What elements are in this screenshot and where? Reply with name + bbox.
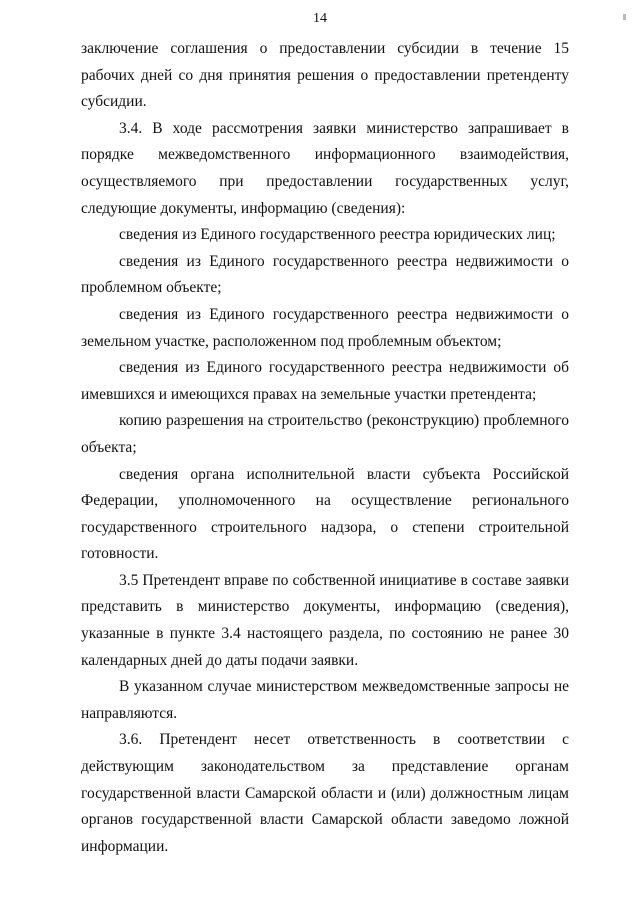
paragraph-3-5: 3.5 Претендент вправе по собственной инициативе в составе заявки представить в министерство документы, информацию (сведения), указанные в пункте 3.4 настоящего раздела, по состоянию не ранее 30 календарных дней до даты подачи заявки. [81, 571, 569, 669]
paragraph-3-4: 3.4. В ходе рассмотрения заявки министерство запрашивает в порядке межведомственного информационного взаимодействия, осуществляемого при предоставлении государственных услуг, следующие документы, информацию (сведения): [81, 119, 569, 217]
list-item-land-rights: сведения из Единого государственного реестра недвижимости об имевшихся и имеющихся правах на земельные участки претендента; [81, 359, 569, 403]
list-item-building-permit: копию разрешения на строительство (реконструкцию) проблемного объекта; [81, 412, 569, 456]
page-number: 14 [313, 11, 327, 26]
list-item-legal-entities: сведения из Единого государственного реестра юридических лиц; [119, 226, 556, 244]
paragraph-3-6: 3.6. Претендент несет ответственность в соответствии с действующим законодательством за представление органам государственной власти Самарской области и (или) должностным лицам органов государственной власти Самарской области заведомо ложной информации. [81, 731, 569, 855]
list-item-problem-object: сведения из Единого государственного реестра недвижимости о проблемном объекте; [81, 252, 569, 297]
paragraph-subsidy-agreement: заключение соглашения о предоставлении субсидии в течение 15 рабочих дней со дня принятия решения о предоставлении претенденту субсидии. [81, 40, 569, 111]
scan-mark [623, 14, 626, 20]
list-item-construction-readiness: сведения органа исполнительной власти субъекта Российской Федерации, уполномоченного на осуществление регионального государственного строительного надзора, о степени строительной готовности. [81, 465, 569, 563]
paragraph-no-requests: В указанном случае министерством межведомственные запросы не направляются. [81, 678, 569, 722]
document-body [81, 36, 569, 860]
list-item-land-plot: сведения из Единого государственного реестра недвижимости о земельном участке, расположенном под проблемным объектом; [81, 305, 569, 350]
